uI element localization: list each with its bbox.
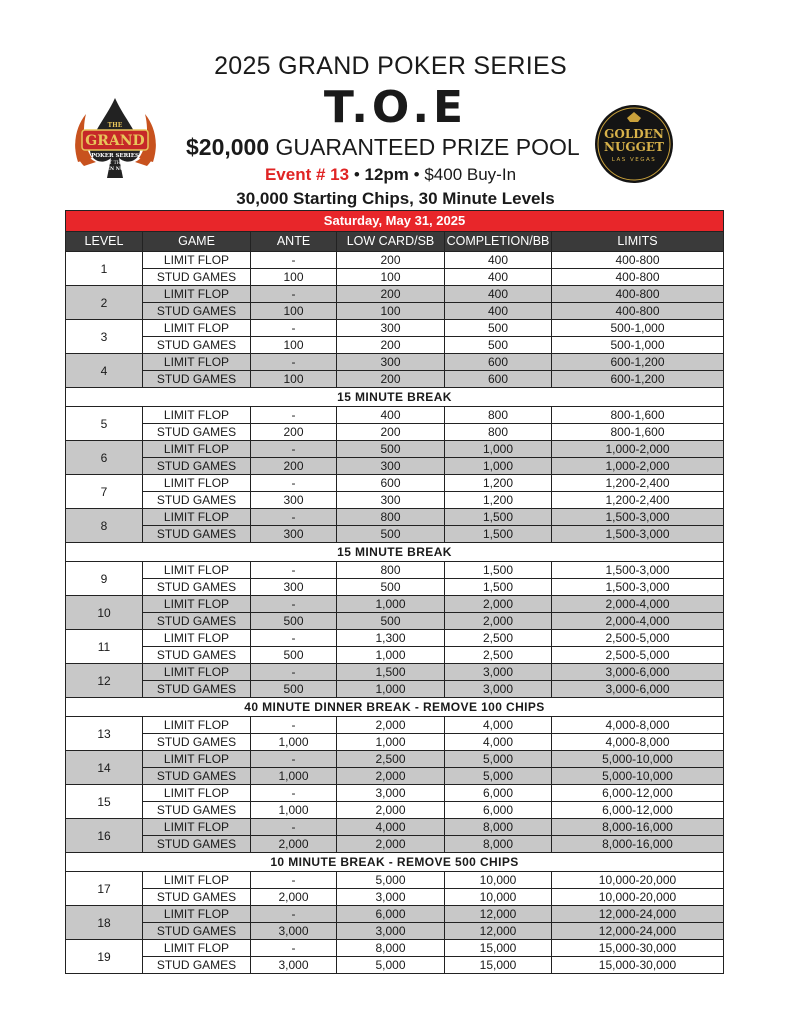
limits-cell: 600-1,200 [552,354,724,371]
event-number: Event # 13 [264,165,350,184]
table-row [66,751,724,768]
completion-bb-cell: 5,000 [445,751,552,768]
ante-cell: - [251,872,337,889]
game-cell: LIMIT FLOP [143,906,251,923]
event-line [0,165,781,185]
table-row [66,768,724,785]
game-cell: STUD GAMES [143,424,251,441]
ante-cell: - [251,819,337,836]
table-row [66,957,724,974]
game-cell: STUD GAMES [143,303,251,320]
event-time: 12pm [364,165,409,184]
low-card-sb-cell: 400 [337,407,445,424]
event-name: T.O.E [323,82,468,133]
game-cell: STUD GAMES [143,371,251,388]
game-cell: LIMIT FLOP [143,320,251,337]
limits-cell: 6,000-12,000 [552,785,724,802]
table-row [66,681,724,698]
completion-bb-cell: 600 [445,354,552,371]
ante-cell: - [251,286,337,303]
limits-cell: 1,500-3,000 [552,526,724,543]
event-buyin: $400 Buy-In [424,165,517,184]
logo-nugget-line2: NUGGET [603,140,665,154]
low-card-sb-cell: 500 [337,526,445,543]
date-row [66,211,724,232]
ante-cell: 500 [251,681,337,698]
table-row [66,475,724,492]
level-number: 7 [66,475,143,509]
low-card-sb-cell: 2,000 [337,768,445,785]
bullet-1: • [353,165,360,184]
completion-bb-cell: 4,000 [445,717,552,734]
ante-cell: 100 [251,269,337,286]
completion-bb-cell: 8,000 [445,836,552,853]
completion-bb-cell: 600 [445,371,552,388]
table-row [66,509,724,526]
ante-cell: - [251,906,337,923]
limits-cell: 2,000-4,000 [552,596,724,613]
level-number: 19 [66,940,143,974]
limits-cell: 10,000-20,000 [552,872,724,889]
ante-cell: - [251,252,337,269]
game-cell: STUD GAMES [143,889,251,906]
game-cell: LIMIT FLOP [143,940,251,957]
low-card-sb-cell: 3,000 [337,785,445,802]
ante-cell: - [251,785,337,802]
game-cell: LIMIT FLOP [143,562,251,579]
low-card-sb-cell: 1,000 [337,596,445,613]
table-row [66,647,724,664]
break-row [66,698,724,717]
ante-cell: 300 [251,492,337,509]
completion-bb-cell: 1,000 [445,458,552,475]
logo-grand-line3: GOLDEN NUGGET [91,167,139,172]
completion-bb-cell: 400 [445,303,552,320]
game-cell: LIMIT FLOP [143,596,251,613]
low-card-sb-cell: 4,000 [337,819,445,836]
low-card-sb-cell: 1,000 [337,681,445,698]
limits-cell: 1,200-2,400 [552,492,724,509]
game-cell: STUD GAMES [143,836,251,853]
game-cell: STUD GAMES [143,768,251,785]
table-row [66,734,724,751]
completion-bb-cell: 800 [445,407,552,424]
table-row [66,526,724,543]
low-card-sb-cell: 800 [337,509,445,526]
completion-bb-cell: 1,500 [445,509,552,526]
header-row [66,232,724,252]
game-cell: LIMIT FLOP [143,630,251,647]
ante-cell: - [251,664,337,681]
col-level: LEVEL [66,232,143,252]
table-row [66,923,724,940]
ante-cell: 3,000 [251,923,337,940]
low-card-sb-cell: 200 [337,252,445,269]
ante-cell: - [251,562,337,579]
structure-table [65,210,724,974]
limits-cell: 2,500-5,000 [552,630,724,647]
table-row [66,872,724,889]
game-cell: STUD GAMES [143,647,251,664]
ante-cell: 100 [251,371,337,388]
ante-cell: 2,000 [251,889,337,906]
limits-cell: 400-800 [552,303,724,320]
level-number: 1 [66,252,143,286]
game-cell: LIMIT FLOP [143,354,251,371]
low-card-sb-cell: 6,000 [337,906,445,923]
table-row [66,303,724,320]
low-card-sb-cell: 2,000 [337,717,445,734]
limits-cell: 3,000-6,000 [552,681,724,698]
limits-cell: 800-1,600 [552,424,724,441]
ante-cell: 1,000 [251,768,337,785]
completion-bb-cell: 3,000 [445,681,552,698]
low-card-sb-cell: 1,000 [337,647,445,664]
table-row [66,906,724,923]
limits-cell: 8,000-16,000 [552,819,724,836]
limits-cell: 1,500-3,000 [552,562,724,579]
completion-bb-cell: 2,000 [445,596,552,613]
completion-bb-cell: 400 [445,252,552,269]
low-card-sb-cell: 300 [337,320,445,337]
completion-bb-cell: 15,000 [445,957,552,974]
ante-cell: - [251,441,337,458]
completion-bb-cell: 1,500 [445,562,552,579]
level-number: 12 [66,664,143,698]
completion-bb-cell: 800 [445,424,552,441]
limits-cell: 12,000-24,000 [552,906,724,923]
table-row [66,717,724,734]
low-card-sb-cell: 300 [337,492,445,509]
game-cell: LIMIT FLOP [143,509,251,526]
game-cell: STUD GAMES [143,734,251,751]
game-cell: LIMIT FLOP [143,286,251,303]
table-row [66,371,724,388]
low-card-sb-cell: 2,000 [337,836,445,853]
ante-cell: 300 [251,579,337,596]
level-number: 9 [66,562,143,596]
completion-bb-cell: 500 [445,337,552,354]
level-number: 11 [66,630,143,664]
limits-cell: 10,000-20,000 [552,889,724,906]
table-row [66,252,724,269]
logo-grand-line2: AT THE [106,161,124,166]
game-cell: STUD GAMES [143,957,251,974]
table-row [66,562,724,579]
break-label: 40 MINUTE DINNER BREAK - REMOVE 100 CHIPS [66,698,724,717]
table-row [66,320,724,337]
completion-bb-cell: 500 [445,320,552,337]
logo-grand-top: THE [107,122,123,129]
limits-cell: 3,000-6,000 [552,664,724,681]
table-row [66,354,724,371]
level-number: 18 [66,906,143,940]
completion-bb-cell: 15,000 [445,940,552,957]
table-row [66,407,724,424]
completion-bb-cell: 1,500 [445,526,552,543]
table-row [66,836,724,853]
low-card-sb-cell: 3,000 [337,923,445,940]
col-ante: ANTE [251,232,337,252]
table-row [66,889,724,906]
low-card-sb-cell: 100 [337,303,445,320]
table-row [66,819,724,836]
low-card-sb-cell: 2,500 [337,751,445,768]
table-row [66,441,724,458]
game-cell: LIMIT FLOP [143,407,251,424]
ante-cell: 3,000 [251,957,337,974]
table-row [66,940,724,957]
limits-cell: 4,000-8,000 [552,734,724,751]
table-row [66,492,724,509]
completion-bb-cell: 10,000 [445,889,552,906]
level-number: 17 [66,872,143,906]
col-game: GAME [143,232,251,252]
table-row [66,596,724,613]
ante-cell: - [251,717,337,734]
low-card-sb-cell: 200 [337,286,445,303]
break-row [66,853,724,872]
limits-cell: 1,500-3,000 [552,509,724,526]
completion-bb-cell: 8,000 [445,819,552,836]
level-number: 13 [66,717,143,751]
ante-cell: - [251,751,337,768]
game-cell: LIMIT FLOP [143,819,251,836]
table-row [66,664,724,681]
ante-cell: 300 [251,526,337,543]
low-card-sb-cell: 200 [337,424,445,441]
game-cell: STUD GAMES [143,269,251,286]
low-card-sb-cell: 1,500 [337,664,445,681]
table-row [66,802,724,819]
ante-cell: 200 [251,458,337,475]
low-card-sb-cell: 200 [337,371,445,388]
limits-cell: 400-800 [552,252,724,269]
low-card-sb-cell: 1,000 [337,734,445,751]
limits-cell: 400-800 [552,269,724,286]
logo-grand-main: GRAND [85,133,145,149]
table-row [66,424,724,441]
completion-bb-cell: 4,000 [445,734,552,751]
low-card-sb-cell: 5,000 [337,957,445,974]
ante-cell: 1,000 [251,802,337,819]
level-number: 8 [66,509,143,543]
completion-bb-cell: 400 [445,286,552,303]
completion-bb-cell: 2,500 [445,647,552,664]
col-completion-bb: COMPLETION/BB [445,232,552,252]
col-low-card-sb: LOW CARD/SB [337,232,445,252]
prize-amount: $20,000 [186,134,270,160]
game-cell: STUD GAMES [143,526,251,543]
ante-cell: 2,000 [251,836,337,853]
break-label: 15 MINUTE BREAK [66,543,724,562]
completion-bb-cell: 2,500 [445,630,552,647]
series-title: 2025 GRAND POKER SERIES [214,52,567,80]
level-number: 4 [66,354,143,388]
game-cell: LIMIT FLOP [143,751,251,768]
level-number: 5 [66,407,143,441]
limits-cell: 1,500-3,000 [552,579,724,596]
break-label: 10 MINUTE BREAK - REMOVE 500 CHIPS [66,853,724,872]
limits-cell: 5,000-10,000 [552,751,724,768]
bullet-2: • [413,165,420,184]
schedule-date: Saturday, May 31, 2025 [66,211,724,232]
table-row [66,630,724,647]
ante-cell: - [251,320,337,337]
limits-cell: 4,000-8,000 [552,717,724,734]
completion-bb-cell: 1,500 [445,579,552,596]
level-number: 6 [66,441,143,475]
table-row [66,269,724,286]
level-number: 16 [66,819,143,853]
level-number: 14 [66,751,143,785]
completion-bb-cell: 1,200 [445,492,552,509]
ante-cell: 1,000 [251,734,337,751]
completion-bb-cell: 10,000 [445,872,552,889]
ante-cell: 500 [251,647,337,664]
game-cell: STUD GAMES [143,579,251,596]
ante-cell: 200 [251,424,337,441]
completion-bb-cell: 1,000 [445,441,552,458]
low-card-sb-cell: 500 [337,579,445,596]
game-cell: STUD GAMES [143,337,251,354]
low-card-sb-cell: 2,000 [337,802,445,819]
game-cell: STUD GAMES [143,681,251,698]
chips-levels: 30,000 Starting Chips, 30 Minute Levels [236,189,555,208]
game-cell: LIMIT FLOP [143,252,251,269]
game-cell: STUD GAMES [143,458,251,475]
break-label: 15 MINUTE BREAK [66,388,724,407]
completion-bb-cell: 5,000 [445,768,552,785]
limits-cell: 5,000-10,000 [552,768,724,785]
low-card-sb-cell: 300 [337,458,445,475]
game-cell: LIMIT FLOP [143,717,251,734]
low-card-sb-cell: 600 [337,475,445,492]
completion-bb-cell: 3,000 [445,664,552,681]
limits-cell: 15,000-30,000 [552,957,724,974]
ante-cell: - [251,354,337,371]
limits-cell: 1,000-2,000 [552,441,724,458]
game-cell: STUD GAMES [143,613,251,630]
level-number: 10 [66,596,143,630]
low-card-sb-cell: 1,300 [337,630,445,647]
completion-bb-cell: 400 [445,269,552,286]
completion-bb-cell: 1,200 [445,475,552,492]
low-card-sb-cell: 3,000 [337,889,445,906]
break-row [66,388,724,407]
limits-cell: 2,500-5,000 [552,647,724,664]
level-number: 3 [66,320,143,354]
game-cell: STUD GAMES [143,492,251,509]
limits-cell: 2,000-4,000 [552,613,724,630]
logo-nugget-line3: LAS VEGAS [611,157,657,163]
limits-cell: 6,000-12,000 [552,802,724,819]
low-card-sb-cell: 100 [337,269,445,286]
ante-cell: - [251,630,337,647]
game-cell: LIMIT FLOP [143,664,251,681]
prize-pool-line [186,134,580,161]
logo-nugget-line1: GOLDEN [604,127,664,141]
ante-cell: 100 [251,337,337,354]
completion-bb-cell: 6,000 [445,785,552,802]
game-cell: LIMIT FLOP [143,872,251,889]
low-card-sb-cell: 5,000 [337,872,445,889]
limits-cell: 500-1,000 [552,320,724,337]
ante-cell: 100 [251,303,337,320]
table-row [66,286,724,303]
low-card-sb-cell: 8,000 [337,940,445,957]
level-number: 2 [66,286,143,320]
limits-cell: 15,000-30,000 [552,940,724,957]
table-row [66,579,724,596]
ante-cell: - [251,509,337,526]
completion-bb-cell: 6,000 [445,802,552,819]
break-row [66,543,724,562]
limits-cell: 8,000-16,000 [552,836,724,853]
low-card-sb-cell: 500 [337,613,445,630]
limits-cell: 400-800 [552,286,724,303]
completion-bb-cell: 2,000 [445,613,552,630]
game-cell: STUD GAMES [143,802,251,819]
completion-bb-cell: 12,000 [445,923,552,940]
game-cell: LIMIT FLOP [143,475,251,492]
table-row [66,458,724,475]
game-cell: LIMIT FLOP [143,785,251,802]
limits-cell: 800-1,600 [552,407,724,424]
ante-cell: - [251,407,337,424]
ante-cell: - [251,475,337,492]
low-card-sb-cell: 200 [337,337,445,354]
level-number: 15 [66,785,143,819]
low-card-sb-cell: 800 [337,562,445,579]
limits-cell: 1,000-2,000 [552,458,724,475]
prize-text: GUARANTEED PRIZE POOL [275,134,580,160]
col-limits: LIMITS [552,232,724,252]
limits-cell: 600-1,200 [552,371,724,388]
logo-grand-line1: POKER SERIES [91,153,139,159]
low-card-sb-cell: 300 [337,354,445,371]
game-cell: STUD GAMES [143,923,251,940]
game-cell: LIMIT FLOP [143,441,251,458]
table-row [66,613,724,630]
low-card-sb-cell: 500 [337,441,445,458]
ante-cell: 500 [251,613,337,630]
limits-cell: 12,000-24,000 [552,923,724,940]
table-row [66,337,724,354]
ante-cell: - [251,596,337,613]
completion-bb-cell: 12,000 [445,906,552,923]
table-row [66,785,724,802]
ante-cell: - [251,940,337,957]
limits-cell: 500-1,000 [552,337,724,354]
limits-cell: 1,200-2,400 [552,475,724,492]
